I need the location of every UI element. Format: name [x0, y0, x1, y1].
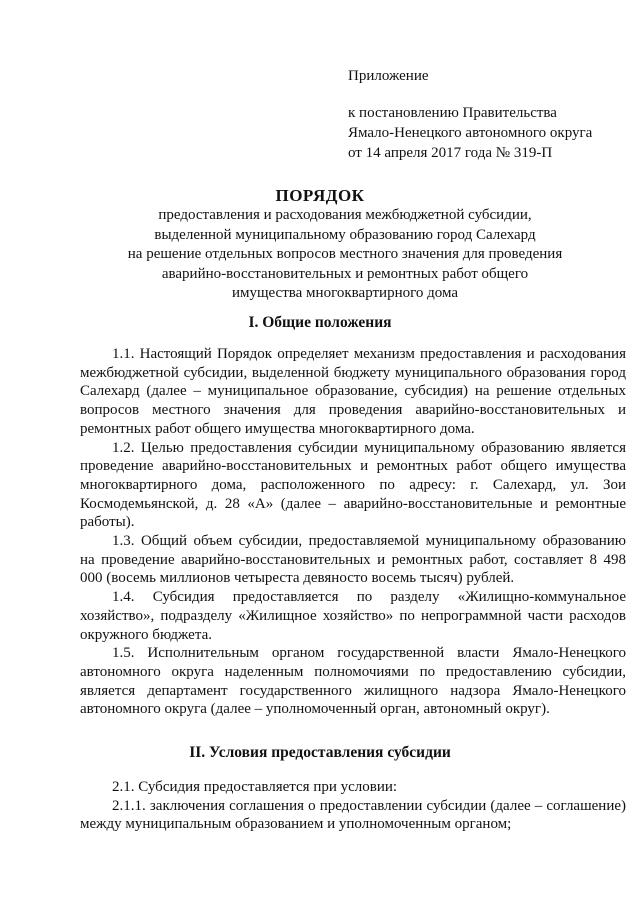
document-title-block — [0, 186, 640, 206]
subtitle-line-5: имущества многоквартирного дома — [231, 285, 459, 302]
section-1-body — [80, 345, 626, 719]
paragraph-2-1: 2.1. Субсидия предоставляется при условии: — [112, 779, 398, 795]
section-2-body — [80, 778, 626, 834]
section-1-heading: I. Общие положения — [248, 314, 392, 331]
paragraph-2-1-1: 2.1.1. заключения соглашения о предоставлении субсидии (далее – соглашение) между муниципальным образованием и уполномоченным органом; — [80, 797, 626, 833]
paragraph-1-3: 1.3. Общий объем субсидии, предоставляемой муниципальному образованию на проведение аварийно-восстановительных и ремонтных работ, составляет 8 498 000 (восемь миллионов четыреста девяносто восемь тысяч) рублей. — [80, 533, 626, 587]
paragraph-1-5: 1.5. Исполнительным органом государственной власти Ямало-Ненецкого автономного округа наделенным полномочиями по предоставлению субсидии, является департамент государственного жилищного надзора Ямало-Ненецкого автономного округа (далее – уполномоченный орган, автономный округ). — [80, 645, 626, 718]
appendix-block — [348, 66, 592, 163]
subtitle-line-1: предоставления и расходования межбюджетной субсидии, — [158, 207, 532, 223]
subtitle-line-4: аварийно-восстановительных и ремонтных работ общего — [161, 265, 529, 282]
appendix-line-2: Ямало-Ненецкого автономного округа — [348, 125, 593, 141]
paragraph-1-1: 1.1. Настоящий Порядок определяет механизм предоставления и расходования межбюджетной субсидии, выделенной бюджету муниципального образования город Салехард (далее – муниципальное образование, субсидия) на решение отдельных вопросов местного значения для проведения аварийно-восстановительных и ремонтных работ общего имущества многоквартирного дома. — [80, 346, 626, 437]
paragraph-1-2: 1.2. Целью предоставления субсидии муниципальному образованию является проведение аварийно-восстановительных и ремонтных работ общего имущества многоквартирного дома, расположенного по адресу: г. Салехард, ул. Зои Космодемьянской, д. 28 «А» (далее – аварийно-восстановительные и ремонтные работы). — [80, 439, 626, 531]
document-subtitle — [60, 206, 630, 304]
section-2-heading: II. Условия предоставления субсидии — [189, 744, 451, 761]
appendix-label: Приложение — [348, 68, 429, 84]
appendix-line-1: к постановлению Правительства — [348, 105, 557, 121]
subtitle-line-3: на решение отдельных вопросов местного значения для проведения — [127, 246, 563, 263]
appendix-line-3: от 14 апреля 2017 года № 319-П — [348, 145, 553, 161]
subtitle-line-2: выделенной муниципальному образованию город Салехард — [154, 226, 536, 243]
paragraph-1-4: 1.4. Субсидия предоставляется по разделу «Жилищно-коммунальное хозяйство», подразделу «Жилищное хозяйство» по непрограммной части расходов окружного бюджета. — [80, 589, 626, 643]
document-title: ПОРЯДОК — [275, 186, 365, 205]
